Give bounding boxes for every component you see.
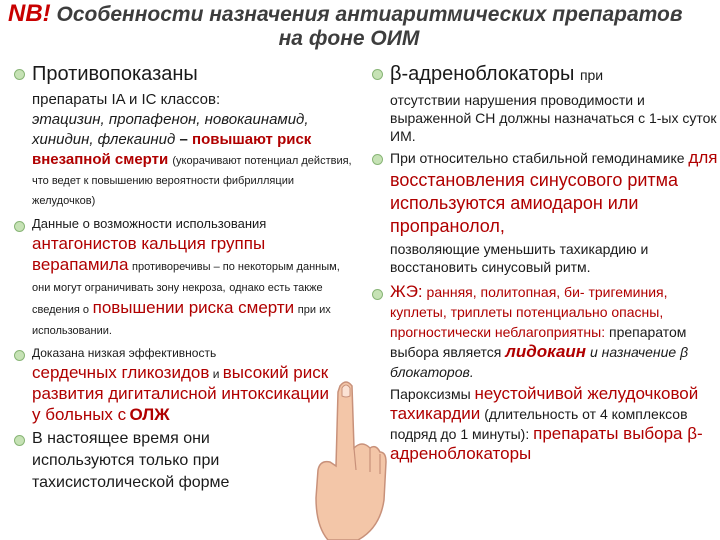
b2-c: противоречивы – по некоторым данным, они могут ограничивать зону некроза, (32, 261, 340, 294)
mechanism-note: (укорачивают потенциал действия, что ведет к повышению вероятности фибрилляции желудочков) (32, 155, 352, 207)
class-ia-ic: препараты IA и IC классов: (32, 91, 221, 108)
paroxysms: Пароксизмы (390, 386, 471, 402)
nb-mark: NB! (8, 0, 51, 27)
beta-pri: при (579, 67, 604, 83)
zhe-danger: тригеминия, куплеты, триплеты потенциально опасны, прогностически неблагоприятны: (390, 284, 668, 340)
page-title (8, 2, 720, 51)
b3-a: Доказана низкая эффективность (32, 346, 217, 360)
calcium-antagonists-item (10, 214, 360, 341)
beta-blockers-body: отсутствии нарушения проводимости и выраженной СН должны назначаться с 1-ых суток ИМ. (390, 92, 717, 144)
verapamil-group: антагонистов кальция группы верапамила (32, 234, 266, 274)
stable-hemodynamics-item (368, 147, 718, 238)
title-line-2: на фоне ОИМ (278, 27, 420, 50)
b2-a: Данные о возможности использования (32, 216, 267, 231)
drug-list: этацизин, пропафенон, новокаинамид, хинидин, флекаинид (32, 111, 309, 148)
b2-d: однако есть также сведения о (32, 282, 323, 316)
b2-a: При относительно стабильной гемодинамике (390, 150, 685, 166)
beta-blockers-item (368, 62, 718, 87)
drug-of-choice: препараты выбора β-адреноблокаторы (390, 424, 703, 463)
left-column (10, 62, 360, 494)
digitalis-intoxication: высокий риск развития дигиталисной интоксикации у больных с (32, 363, 329, 424)
contraindicated-heading: Противопоказаны (10, 62, 360, 86)
zhe-label: ЖЭ: (390, 282, 423, 301)
sudden-death-risk: повышают риск внезапной смерти (32, 131, 312, 168)
raised-finger-icon (310, 378, 388, 540)
vt-paroxysms-block (368, 384, 718, 464)
tachysystolic-item: В настоящее время они используются только при тахисистолической форме (10, 428, 302, 494)
unstable-vt: неустойчивой желудочковой тахикардии (390, 384, 699, 423)
ventricular-extrasystole-item (368, 282, 718, 382)
zhe-choice: препаратом выбора является (390, 324, 687, 360)
contraindicated-block (10, 90, 360, 210)
b2-f: при их использовании. (32, 304, 331, 337)
tachycardia-reduction: позволяющие уменьшить тахикардию и восстановить синусовый ритм. (390, 241, 649, 275)
title-line-1: Особенности назначения антиаритмических препаратов (56, 3, 683, 26)
vt-duration: (длительность от 4 комплексов подряд до 1 минуты): (390, 406, 688, 442)
amiodarone-propranolol: восстановления синусового ритма используются амиодарон или пропранолол, (390, 170, 679, 236)
beta-blocker-appointment: назначение β блокаторов. (390, 344, 689, 380)
zhe-types: ранняя, политопная, би- (426, 284, 585, 300)
b3-c: и (212, 367, 220, 381)
cardiac-glycosides: сердечных гликозидов (32, 363, 210, 382)
zhe-and: и (589, 344, 598, 360)
beta-blockers-heading: β-адреноблокаторы (390, 63, 575, 85)
death-risk-increase: повышении риска смерти (92, 298, 295, 317)
dash: – (175, 131, 193, 148)
glycosides-item (10, 343, 332, 426)
b2-for: для (688, 148, 718, 167)
right-column (368, 62, 718, 464)
olzh: ОЛЖ (129, 405, 170, 424)
lidocaine: лидокаин (505, 342, 587, 361)
